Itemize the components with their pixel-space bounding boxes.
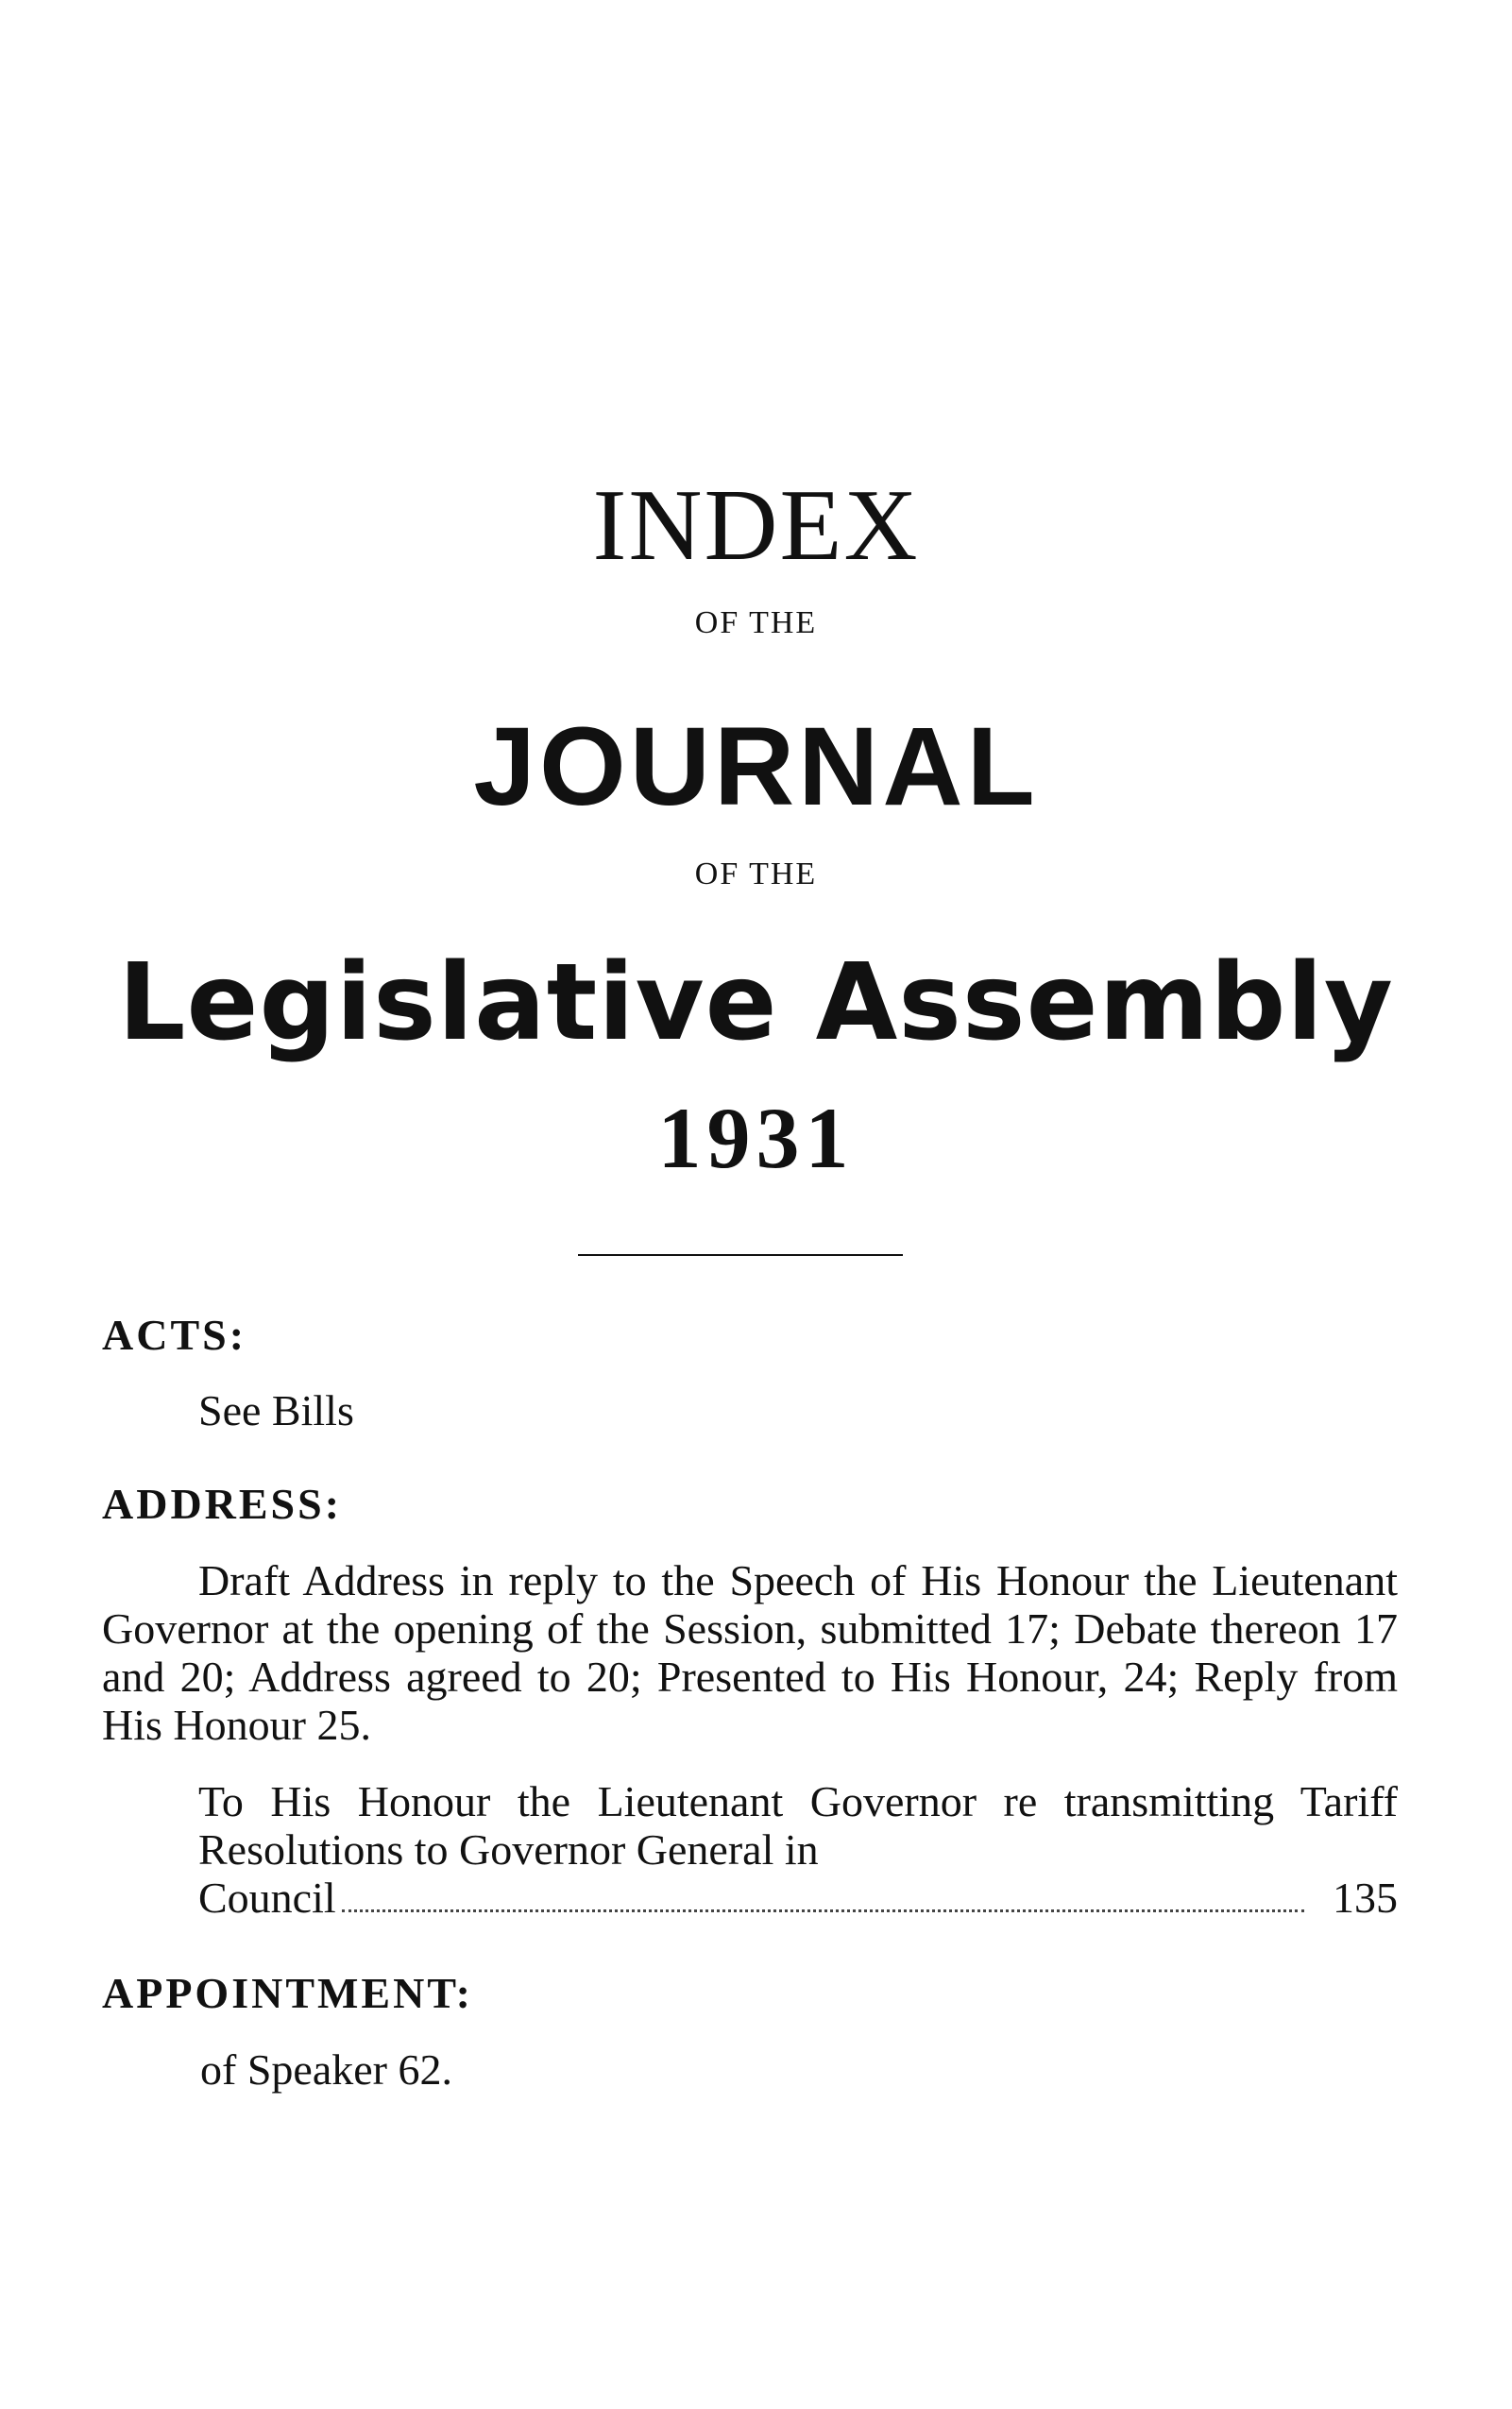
title-index: INDEX xyxy=(592,469,920,582)
entry-text-appointment: of Speaker 62. xyxy=(200,2045,452,2094)
entry-heading-acts: ACTS: xyxy=(102,1311,247,1359)
dot-leader xyxy=(342,1909,1304,1912)
entry-page-number: 135 xyxy=(1333,1874,1398,1922)
entry-text-address-draft: Draft Address in reply to the Speech of His Honour the Lieutenant Governor at the opening of the Session, submitted 17; Debate thereon 17 and 20; Address agreed to 20; Presented to His Honour, 24; Reply from His Honour 25. xyxy=(102,1556,1398,1749)
entry-text-acts: See Bills xyxy=(198,1386,354,1434)
title-of-the-2: OF THE xyxy=(694,857,818,891)
title-year: 1931 xyxy=(657,1090,855,1186)
entry-text-address-tariff: To His Honour the Lieutenant Governor re transmitting Tariff Resolutions to Governor General in xyxy=(198,1777,1398,1874)
entry-text-address-council: Council xyxy=(198,1874,336,1922)
entry-heading-address: ADDRESS: xyxy=(102,1480,343,1528)
title-divider xyxy=(578,1254,903,1256)
title-journal: JOURNAL xyxy=(473,704,1039,829)
entry-heading-appointment: APPOINTMENT: xyxy=(102,1969,473,2017)
title-legislative-assembly: Legislative Assembly xyxy=(118,942,1394,1064)
entry-leader-line xyxy=(198,1874,1398,1923)
title-of-the-1: OF THE xyxy=(694,605,818,640)
